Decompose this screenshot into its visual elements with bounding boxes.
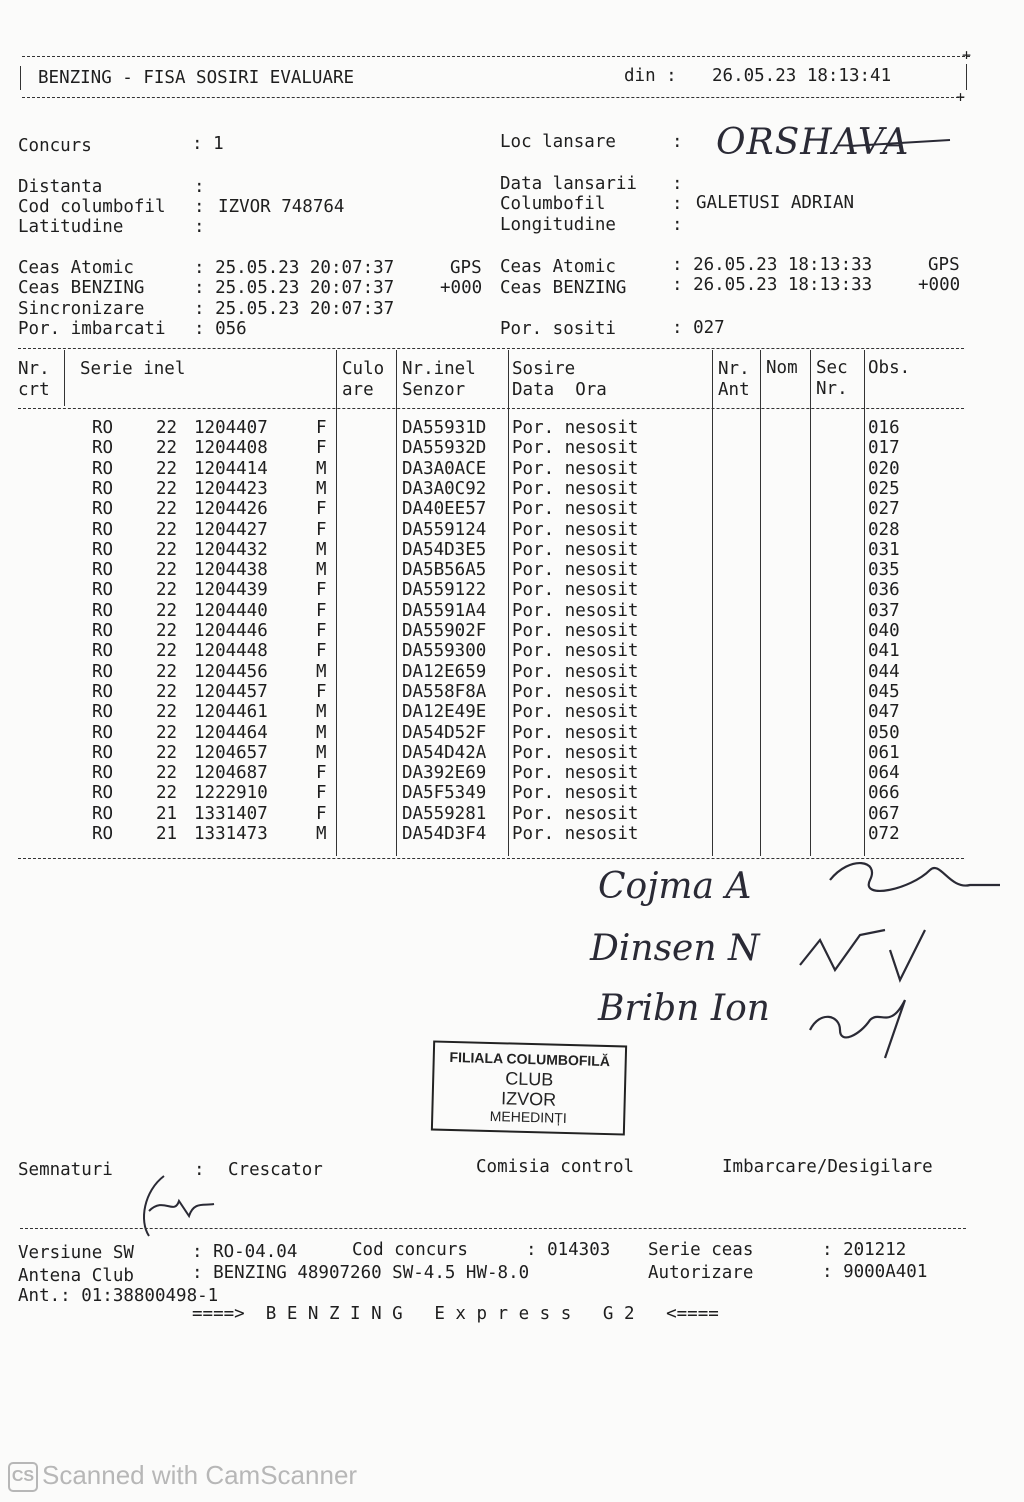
loc-lansare-handwritten: ORSHAVA [716,122,910,163]
antena-label: Antena Club [18,1266,134,1286]
row-obs: 027 [868,499,900,520]
row-sex: F [316,519,327,540]
col-header-data-ora: Data Ora [512,380,607,400]
row-ring-number: 1204423 [194,478,268,499]
row-year: 22 [156,621,178,641]
row-country: RO [92,560,114,581]
col-header-serie-inel: Serie inel [80,359,186,379]
row-country: RO [92,681,114,702]
row-status: Por. nesosit [512,499,639,520]
row-ring-number: 1331473 [194,824,268,844]
row-country: RO [92,702,114,723]
ceas-atomic-left-suffix: GPS [450,258,482,278]
row-status: Por. nesosit [512,641,639,662]
semnaturi-label: Semnaturi [18,1160,113,1180]
row-status: Por. nesosit [512,580,639,601]
row-sensor: DA40EE57 [402,499,487,520]
row-obs: 064 [868,763,900,784]
row-sex: M [316,824,327,844]
serie-ceas-label: Serie ceas [648,1240,754,1260]
col-header-culo: Culo [342,359,385,379]
row-status: Por. nesosit [512,742,639,763]
col-header-nr: Nr. [18,359,50,379]
signature-scribble-2 [790,920,940,990]
page-title: BENZING - FISA SOSIRI EVALUARE [38,68,355,88]
row-sex: F [316,783,327,804]
row-obs: 066 [868,783,900,804]
row-status: Por. nesosit [512,519,639,540]
sincronizare-value: : 25.05.23 20:07:37 [194,299,395,319]
row-obs: 035 [868,560,900,581]
row-status: Por. nesosit [512,621,639,641]
row-sensor: DA559300 [402,641,487,662]
signature-scribble-3 [800,990,920,1065]
row-status: Por. nesosit [512,418,639,438]
row-obs: 017 [868,438,900,459]
row-ring-number: 1204457 [194,681,268,702]
row-ring-number: 1204439 [194,580,268,601]
row-sex: F [316,438,327,459]
row-year: 22 [156,681,178,702]
row-sensor: DA55931D [402,418,487,438]
longitudine-label: Longitudine [500,215,616,235]
comisia-control-label: Comisia control [476,1157,635,1177]
row-sensor: DA559281 [402,803,487,824]
row-status: Por. nesosit [512,763,639,784]
express-line: ====> B E N Z I N G E x p r e s s G 2 <==== [192,1304,719,1324]
row-sensor: DA12E659 [402,661,487,682]
row-country: RO [92,763,114,784]
row-obs: 020 [868,458,900,479]
cod-columbofil-label: Cod columbofil [18,197,166,217]
row-ring-number: 1204432 [194,539,268,560]
row-sex: M [316,539,327,560]
row-year: 21 [156,803,178,824]
row-sensor: DA392E69 [402,763,487,784]
row-status: Por. nesosit [512,722,639,743]
row-year: 22 [156,580,178,601]
row-ring-number: 1204440 [194,600,268,621]
row-country: RO [92,499,114,520]
crescator-label: Crescator [228,1160,323,1180]
row-country: RO [92,824,114,844]
row-country: RO [92,783,114,804]
row-country: RO [92,438,114,459]
latitudine-sep: : [194,217,205,237]
stamp-line-4: MEHEDINȚI [489,1107,567,1126]
row-year: 22 [156,539,178,560]
row-year: 21 [156,824,178,844]
data-lansarii-label: Data lansarii [500,174,637,194]
row-status: Por. nesosit [512,681,639,702]
row-sensor: DA558F8A [402,681,487,702]
row-country: RO [92,621,114,641]
arrivals-table [18,344,966,864]
stamp-line-1: FILIALA COLUMBOFILĂ [449,1048,611,1070]
row-year: 22 [156,783,178,804]
por-sositi-label: Por. sositi [500,319,616,339]
versiune-value: : RO-04.04 [192,1242,298,1262]
row-sex: M [316,560,327,581]
crescator-signature [134,1166,224,1246]
col-header-senzor: Senzor [402,380,466,400]
distanta-sep: : [194,177,205,197]
por-imbarcati-value: : 056 [194,319,247,339]
col-header-are: are [342,380,374,400]
por-sositi-value: : 027 [672,318,725,338]
row-sensor: DA54D42A [402,742,487,763]
row-ring-number: 1204426 [194,499,268,520]
ceas-benzing-left-suffix: +000 [440,278,483,298]
handwritten-name-1: Cojma A [598,866,752,907]
row-year: 22 [156,661,178,682]
row-sensor: DA559122 [402,580,487,601]
row-ring-number: 1204446 [194,621,268,641]
row-status: Por. nesosit [512,702,639,723]
row-obs: 037 [868,600,900,621]
row-obs: 044 [868,661,900,682]
row-ring-number: 1204427 [194,519,268,540]
row-sensor: DA55932D [402,438,487,459]
row-obs: 025 [868,478,900,499]
row-sensor: DA5B56A5 [402,560,487,581]
stamp-line-2: CLUB [504,1068,554,1090]
club-stamp [431,1040,627,1135]
row-sex: F [316,580,327,601]
row-obs: 061 [868,742,900,763]
row-ring-number: 1204461 [194,702,268,723]
handwritten-name-3: Bribn Ion [598,988,770,1029]
row-status: Por. nesosit [512,661,639,682]
row-ring-number: 1204448 [194,641,268,662]
row-sex: F [316,681,327,702]
row-ring-number: 1204657 [194,742,268,763]
row-obs: 067 [868,803,900,824]
ceas-atomic-left-value: : 25.05.23 20:07:37 [194,258,395,278]
distanta-label: Distanta [18,177,103,197]
row-country: RO [92,478,114,499]
cod-concurs-value: : 014303 [526,1240,611,1260]
versiune-label: Versiune SW [18,1243,134,1263]
din-value: 26.05.23 18:13:41 [712,66,892,86]
por-imbarcati-label: Por. imbarcati [18,319,166,339]
ceas-atomic-left-label: Ceas Atomic [18,258,134,278]
col-header-nom: Nom [766,358,798,378]
col-header-obs: Obs. [868,358,911,378]
row-year: 22 [156,418,178,438]
row-sensor: DA3A0ACE [402,458,487,479]
row-country: RO [92,580,114,601]
ceas-atomic-right-suffix: GPS [928,255,960,275]
ceas-atomic-right-value: : 26.05.23 18:13:33 [672,255,873,275]
row-status: Por. nesosit [512,600,639,621]
col-header-crt: crt [18,380,50,400]
serie-ceas-value: : 201212 [822,1240,907,1260]
columbofil-sep: : [672,194,683,214]
row-country: RO [92,519,114,540]
row-sensor: DA54D52F [402,722,487,743]
imbarcare-desigilare-label: Imbarcare/Desigilare [722,1157,933,1177]
row-year: 22 [156,722,178,743]
row-country: RO [92,600,114,621]
ceas-benzing-right-value: : 26.05.23 18:13:33 [672,275,873,295]
cod-concurs-label: Cod concurs [352,1240,468,1260]
row-ring-number: 1204438 [194,560,268,581]
row-obs: 050 [868,722,900,743]
row-obs: 045 [868,681,900,702]
cod-columbofil-value: IZVOR 748764 [218,197,345,217]
row-status: Por. nesosit [512,438,639,459]
loc-lansare-underline [810,128,960,168]
row-sex: M [316,722,327,743]
row-status: Por. nesosit [512,560,639,581]
row-sensor: DA3A0C92 [402,478,487,499]
row-sensor: DA5F5349 [402,783,487,804]
row-year: 22 [156,600,178,621]
ceas-atomic-right-label: Ceas Atomic [500,257,616,277]
ceas-benzing-left-label: Ceas BENZING [18,278,145,298]
row-obs: 047 [868,702,900,723]
col-header-sec: Sec [816,358,848,378]
row-obs: 016 [868,418,900,438]
columbofil-value: GALETUSI ADRIAN [696,193,855,213]
row-obs: 072 [868,824,900,844]
row-ring-number: 1222910 [194,783,268,804]
row-obs: 028 [868,519,900,540]
ant-line: Ant.: 01:38800498-1 [18,1286,219,1306]
row-year: 22 [156,742,178,763]
row-country: RO [92,539,114,560]
row-year: 22 [156,763,178,784]
row-sex: F [316,499,327,520]
row-sensor: DA5591A4 [402,600,487,621]
row-obs: 040 [868,621,900,641]
row-sex: M [316,702,327,723]
row-year: 22 [156,458,178,479]
row-country: RO [92,641,114,662]
ceas-benzing-right-label: Ceas BENZING [500,278,627,298]
row-country: RO [92,661,114,682]
row-status: Por. nesosit [512,803,639,824]
row-status: Por. nesosit [512,539,639,560]
row-ring-number: 1204687 [194,763,268,784]
row-status: Por. nesosit [512,824,639,844]
row-sex: M [316,742,327,763]
row-year: 22 [156,641,178,662]
sincronizare-label: Sincronizare [18,299,145,319]
camscanner-logo-icon: CS [8,1462,38,1492]
loc-lansare-sep: : [672,132,683,152]
row-ring-number: 1204414 [194,458,268,479]
row-sex: F [316,803,327,824]
row-status: Por. nesosit [512,783,639,804]
concurs-label: Concurs [18,136,92,156]
autorizare-value: : 9000A401 [822,1262,928,1282]
columbofil-label: Columbofil [500,194,606,214]
row-country: RO [92,803,114,824]
camscanner-text: Scanned with CamScanner [42,1460,358,1490]
ceas-benzing-left-value: : 25.05.23 20:07:37 [194,278,395,298]
row-sensor: DA54D3E5 [402,539,487,560]
row-year: 22 [156,560,178,581]
row-sex: F [316,600,327,621]
row-ring-number: 1204408 [194,438,268,459]
latitudine-label: Latitudine [18,217,124,237]
row-status: Por. nesosit [512,458,639,479]
semnaturi-sep: : [194,1160,205,1180]
row-year: 22 [156,519,178,540]
row-sex: M [316,661,327,682]
col-header-sec-nr: Nr. [816,379,848,399]
row-ring-number: 1331407 [194,803,268,824]
row-sensor: DA54D3F4 [402,824,487,844]
col-header-sosire: Sosire [512,359,576,379]
loc-lansare-label: Loc lansare [500,132,616,152]
row-sex: M [316,458,327,479]
row-sensor: DA55902F [402,621,487,641]
row-sex: F [316,641,327,662]
row-year: 22 [156,499,178,520]
autorizare-label: Autorizare [648,1263,754,1283]
concurs-value: : 1 [192,134,224,154]
row-sex: F [316,621,327,641]
row-sex: F [316,418,327,438]
row-country: RO [92,458,114,479]
row-country: RO [92,418,114,438]
row-sensor: DA559124 [402,519,487,540]
longitudine-sep: : [672,215,683,235]
cod-columbofil-sep: : [194,197,205,217]
camscanner-watermark [8,1460,357,1492]
row-status: Por. nesosit [512,478,639,499]
antena-value: : BENZING 48907260 SW-4.5 HW-8.0 [192,1263,530,1283]
row-obs: 031 [868,539,900,560]
row-obs: 036 [868,580,900,601]
col-header-nr-ant: Nr. [718,359,750,379]
row-year: 22 [156,438,178,459]
row-year: 22 [156,702,178,723]
row-country: RO [92,722,114,743]
col-header-ant: Ant [718,380,750,400]
data-lansarii-sep: : [672,174,683,194]
row-country: RO [92,742,114,763]
signature-scribble-1 [820,850,1010,900]
row-sex: M [316,478,327,499]
row-ring-number: 1204456 [194,661,268,682]
row-sex: F [316,763,327,784]
stamp-line-3: IZVOR [500,1088,557,1110]
row-ring-number: 1204464 [194,722,268,743]
row-year: 22 [156,478,178,499]
col-header-nr-inel: Nr.inel [402,359,476,379]
row-sensor: DA12E49E [402,702,487,723]
din-label: din : [624,66,677,86]
row-obs: 041 [868,641,900,662]
ceas-benzing-right-suffix: +000 [918,275,961,295]
row-ring-number: 1204407 [194,418,268,438]
handwritten-name-2: Dinsen N [590,928,760,969]
